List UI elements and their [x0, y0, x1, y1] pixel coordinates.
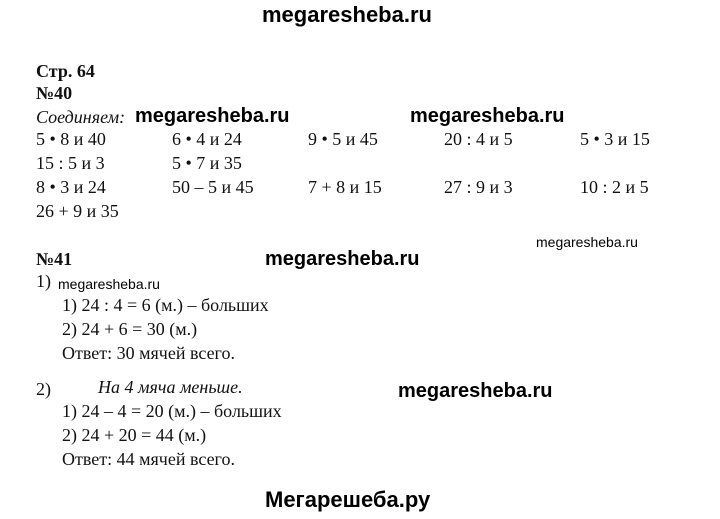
ex40-pair: 5 • 8 и 40	[36, 129, 106, 149]
ex40-pair: 8 • 3 и 24	[36, 177, 106, 197]
ex40-pair: 9 • 5 и 45	[308, 129, 378, 149]
ex40-pair: 26 + 9 и 35	[36, 201, 119, 221]
ex41-part2-note: На 4 мяча меньше.	[98, 377, 243, 397]
ex40-pair: 15 : 5 и 3	[36, 153, 105, 173]
ex40-pair: 10 : 2 и 5	[580, 177, 649, 197]
ex40-number: №40	[36, 83, 73, 103]
ex40-pair: 6 • 4 и 24	[172, 129, 242, 149]
ex40-pair: 5 • 3 и 15	[580, 129, 650, 149]
watermark-top: megaresheba.ru	[262, 2, 432, 27]
ex41-part2-step: 2) 24 + 20 = 44 (м.)	[62, 425, 207, 445]
watermark-mid-center: megaresheba.ru	[265, 248, 420, 270]
ex41-part2-step: 1) 24 – 4 = 20 (м.) – больших	[62, 401, 282, 421]
ex40-pair: 7 + 8 и 15	[308, 177, 382, 197]
ex40-intro: Соединяем:	[36, 107, 126, 127]
watermark-row1-a: megaresheba.ru	[135, 105, 290, 127]
ex40-pair: 5 • 7 и 35	[172, 153, 242, 173]
ex41-part2-answer: Ответ: 44 мячей всего.	[62, 449, 235, 469]
ex40-pair: 50 – 5 и 45	[172, 177, 254, 197]
ex41-part1-answer: Ответ: 30 мячей всего.	[62, 343, 235, 363]
watermark-footer: Мегарешеба.ру	[265, 487, 431, 512]
ex41-part1-step: 2) 24 + 6 = 30 (м.)	[62, 319, 198, 339]
watermark-mid-right-small: megaresheba.ru	[536, 234, 638, 250]
ex41-part2-label: 2)	[36, 379, 51, 399]
watermark-small-left: megaresheba.ru	[58, 276, 160, 292]
ex41-part1-label: 1)	[36, 271, 51, 291]
ex40-pair: 20 : 4 и 5	[444, 129, 513, 149]
watermark-row1-b: megaresheba.ru	[410, 105, 565, 127]
page-label: Стр. 64	[36, 61, 95, 81]
watermark-lower: megaresheba.ru	[398, 380, 553, 402]
ex41-part1-step: 1) 24 : 4 = 6 (м.) – больших	[62, 295, 269, 315]
ex40-pair: 27 : 9 и 3	[444, 177, 513, 197]
ex41-number: №41	[36, 249, 73, 269]
